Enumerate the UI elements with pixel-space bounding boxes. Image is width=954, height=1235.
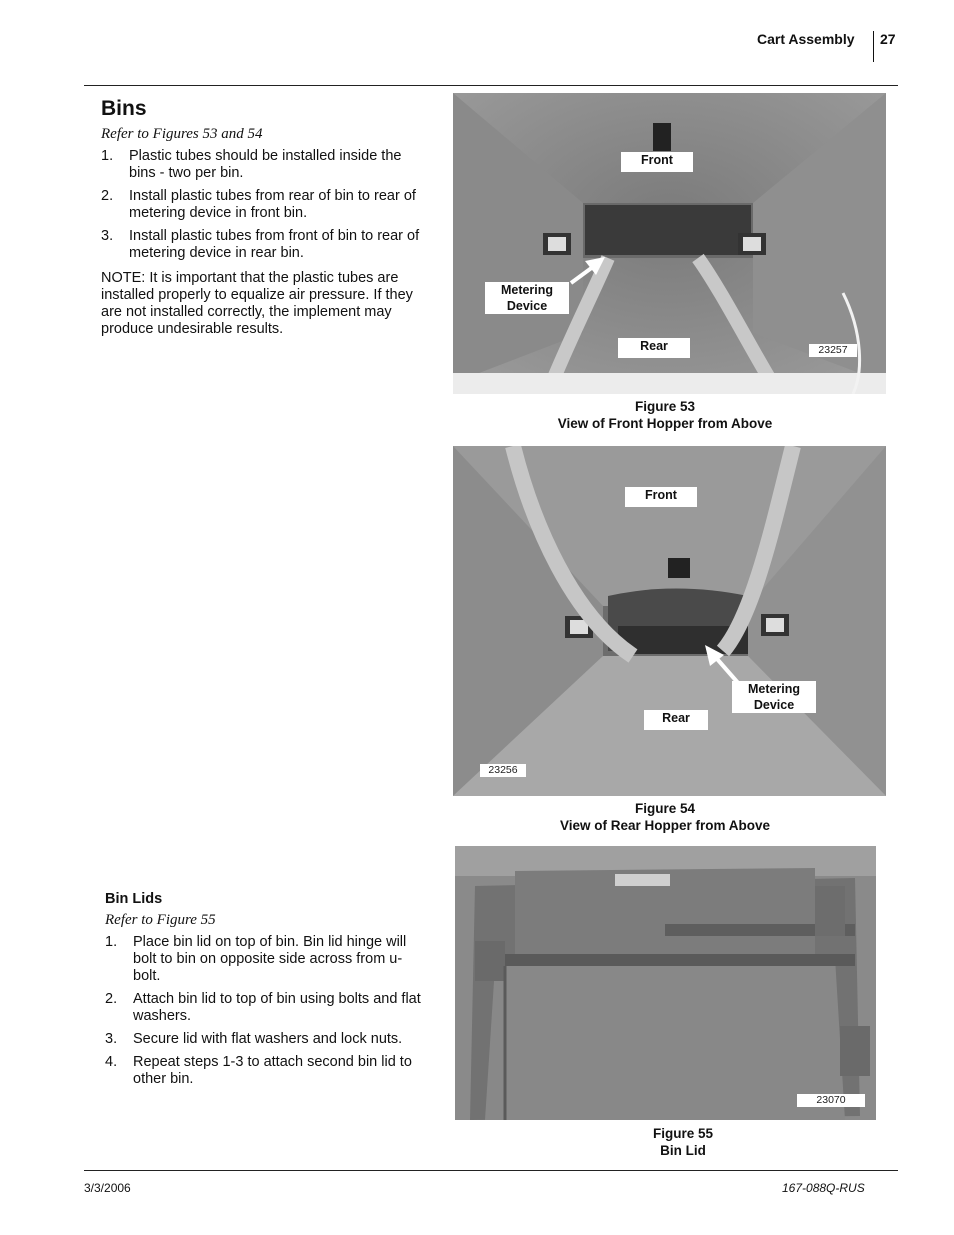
list-item: 1. Place bin lid on top of bin. Bin lid hinge will bolt to bin on opposite side across from u-bolt. (105, 934, 407, 984)
section-heading-bins: Bins (101, 97, 147, 120)
figure-55-caption: Figure 55 Bin Lid (652, 1126, 714, 1158)
footer-rule (84, 1170, 898, 1171)
list-item: 4. Repeat steps 1-3 to attach second bin lid to other bin. (105, 1054, 412, 1087)
figure-54-label-metering-device: Metering Device (732, 681, 816, 713)
running-header-title: Cart Assembly (757, 31, 855, 47)
list-item: 3. Install plastic tubes from front of bin to rear of metering device in rear bin. (101, 228, 420, 261)
figure-54-label-front: Front (625, 487, 697, 507)
figure-55-photo (455, 846, 876, 1120)
figure-54-label-rear: Rear (644, 710, 708, 730)
footer-doc-number: 167-088Q-RUS (782, 1181, 865, 1195)
bins-figure-reference: Refer to Figures 53 and 54 (101, 126, 263, 142)
figure-53-id: 23257 (809, 344, 857, 357)
bin-lids-figure-reference: Refer to Figure 55 (105, 912, 216, 928)
figure-53-caption: Figure 53 View of Front Hopper from Above (557, 399, 773, 431)
list-item: 2. Attach bin lid to top of bin using bolts and flat washers. (105, 991, 421, 1024)
figure-53-label-metering-device: Metering Device (485, 282, 569, 314)
list-item: 3. Secure lid with flat washers and lock nuts. (105, 1031, 403, 1047)
figure-53-label-front: Front (621, 152, 693, 172)
bins-steps-list (101, 148, 429, 268)
list-item: 1. Plastic tubes should be installed inside the bins - two per bin. (101, 148, 402, 181)
header-rule (84, 85, 898, 86)
header-divider (873, 31, 874, 62)
bins-note: NOTE: It is important that the plastic tubes are installed properly to equalize air pressure. If they are not installed correctly, the implement may produce undesirable results. (101, 270, 413, 337)
bin-lids-steps-list (105, 934, 429, 1094)
footer-date: 3/3/2006 (84, 1181, 131, 1195)
figure-53-label-rear: Rear (618, 338, 690, 358)
section-heading-bin-lids: Bin Lids (105, 891, 163, 907)
figure-54-caption: Figure 54 View of Rear Hopper from Above (559, 801, 771, 833)
figure-54-id: 23256 (480, 764, 526, 777)
list-item: 2. Install plastic tubes from rear of bin to rear of metering device in front bin. (101, 188, 416, 221)
figure-55-id: 23070 (797, 1094, 865, 1107)
page-number: 27 (880, 31, 896, 47)
